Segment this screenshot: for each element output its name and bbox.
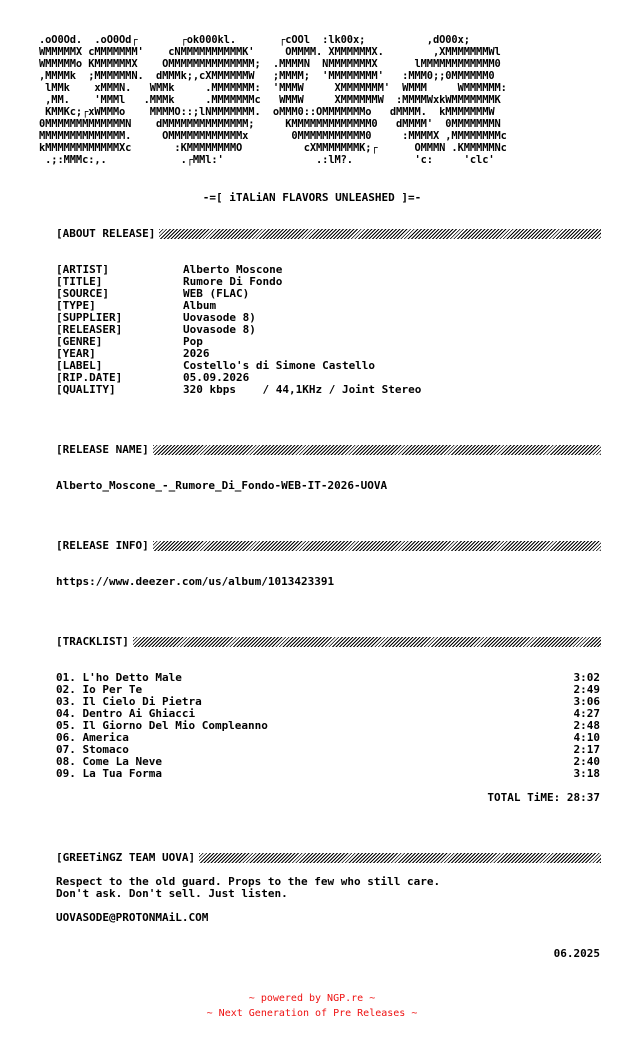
field-key: [RELEASER] bbox=[56, 323, 123, 336]
track-title: 03. Il Cielo Di Pietra bbox=[56, 695, 202, 708]
field-key: [GENRE] bbox=[56, 335, 103, 348]
track-title: 08. Come La Neve bbox=[56, 755, 162, 768]
track-title: 01. L'ho Detto Male bbox=[56, 671, 182, 684]
section-label: [RELEASE INFO] bbox=[56, 539, 149, 552]
field-key: [SOURCE] bbox=[56, 287, 109, 300]
release-info-link[interactable]: https://www.deezer.com/us/album/1013423391 bbox=[56, 575, 335, 588]
field-value: Uovasode 8) bbox=[183, 323, 256, 336]
field-value: 320 kbps / 44,1KHz / Joint Stereo bbox=[183, 383, 422, 396]
about-row-source bbox=[56, 288, 421, 300]
section-divider bbox=[159, 229, 601, 239]
field-value: Rumore Di Fondo bbox=[183, 275, 283, 288]
track-duration: 3:06 bbox=[573, 695, 600, 708]
about-row-releaser bbox=[56, 324, 421, 336]
field-key: [RIP.DATE] bbox=[56, 371, 123, 384]
release-date: 06.2025 bbox=[553, 947, 600, 960]
track-title: 09. La Tua Forma bbox=[56, 767, 162, 780]
section-header-release-name bbox=[56, 444, 601, 456]
tagline: -=[ iTALiAN FLAVORS UNLEASHED ]=- bbox=[202, 191, 422, 204]
field-value: Album bbox=[183, 299, 217, 312]
track-duration: 4:27 bbox=[573, 707, 600, 720]
field-key: [ARTIST] bbox=[56, 263, 109, 276]
track-duration: 2:17 bbox=[573, 743, 600, 756]
field-value: Pop bbox=[183, 335, 203, 348]
section-header-about bbox=[56, 228, 601, 240]
track-duration: 3:18 bbox=[573, 767, 600, 780]
track-duration: 3:02 bbox=[573, 671, 600, 684]
footer-powered-by[interactable]: ~ powered by NGP.re ~ bbox=[248, 993, 376, 1004]
about-row-genre bbox=[56, 336, 421, 348]
section-label: [GREETiNGZ TEAM UOVA] bbox=[56, 851, 196, 864]
greetings-line: Don't ask. Don't sell. Just listen. bbox=[56, 887, 288, 900]
ascii-logo: .oO0Od. .oO0Od┌ ┌ok000kl. ┌cOOl :lk00x; ,dO00x; WMMMMMX cMMMMMMM' cNMMMMMMMMMMK' OMMMM. XMMMMMMX. ,XMMMMMMMWl WMMMMMo KMMMMMMX OMMMMMMMMMMMMMM; .MMMMN NMMMMMMMX lMMMMMMMMMMMM0 ,MMMMk ;MMMMMMN. dMMMk;,cXMMMMMMW ;MMMM; 'MMMMMMMM' :MMM0;;0MMMMMM0 lMMk xMMMN. WMMk .MMMMMMM: 'MMMW XMMMMMMM' WMMM WMMMMMM: ,MM. 'MMMl .MMMk .MMMMMMMc WMMW XMMMMMMW :MMMMWxkWMMMMMMMK KMMKc;┌xWMMMo MMMMO::;lNMMMMMMM. oMMM0::OMMMMMMMo dMMMM. kMMMMMMMW 0MMMMMMMMMMMMMN dMMMMMMMMMMMMMM; KMMMMMMMMMMMMM0 dMMMM' 0MMMMMMMN MMMMMMMMMMMMMM. OMMMMMMMMMMMMx 0MMMMMMMMMMM0 :MMMMX ,MMMMMMMMc kMMMMMMMMMMMMXc :KMMMMMMMMO cXMMMMMMMK;┌ OMMMN .KMMMMMNc .;:MMMc:,. .┌MMl:' .:lM?. 'c: 'clc' bbox=[39, 34, 507, 166]
footer-tagline: ~ Next Generation of Pre Releases ~ bbox=[206, 1008, 418, 1019]
track-title: 05. Il Giorno Del Mio Compleanno bbox=[56, 719, 268, 732]
track-row bbox=[56, 732, 600, 744]
track-row bbox=[56, 768, 600, 780]
section-divider bbox=[153, 445, 601, 455]
field-key: [YEAR] bbox=[56, 347, 96, 360]
section-header-tracklist bbox=[56, 636, 601, 648]
field-value: 2026 bbox=[183, 347, 210, 360]
contact-email[interactable]: UOVASODE@PROTONMAiL.COM bbox=[56, 911, 209, 924]
section-divider bbox=[199, 853, 601, 863]
field-value: 05.09.2026 bbox=[183, 371, 250, 384]
field-value: Alberto Moscone bbox=[183, 263, 283, 276]
field-value: Uovasode 8) bbox=[183, 311, 256, 324]
track-title: 06. America bbox=[56, 731, 129, 744]
release-name-text: Alberto_Moscone_-_Rumore_Di_Fondo-WEB-IT-2026-UOVA bbox=[56, 479, 388, 492]
section-header-greetings bbox=[56, 852, 601, 864]
section-label: [RELEASE NAME] bbox=[56, 443, 149, 456]
section-header-release-info bbox=[56, 540, 601, 552]
track-duration: 4:10 bbox=[573, 731, 600, 744]
greetings-line: Respect to the old guard. Props to the few who still care. bbox=[56, 875, 441, 888]
section-divider bbox=[133, 637, 601, 647]
track-duration: 2:48 bbox=[573, 719, 600, 732]
track-title: 04. Dentro Ai Ghiacci bbox=[56, 707, 196, 720]
about-row-quality bbox=[56, 384, 421, 396]
section-label: [ABOUT RELEASE] bbox=[56, 227, 156, 240]
field-key: [TYPE] bbox=[56, 299, 96, 312]
about-release-list bbox=[56, 264, 421, 396]
section-label: [TRACKLIST] bbox=[56, 635, 129, 648]
total-time: TOTAL TiME: 28:37 bbox=[487, 791, 600, 804]
track-title: 07. Stomaco bbox=[56, 743, 129, 756]
tracklist bbox=[56, 672, 600, 780]
track-row bbox=[56, 720, 600, 732]
field-value: WEB (FLAC) bbox=[183, 287, 250, 300]
field-key: [TITLE] bbox=[56, 275, 103, 288]
track-duration: 2:49 bbox=[573, 683, 600, 696]
field-value: Costello's di Simone Castello bbox=[183, 359, 376, 372]
section-divider bbox=[153, 541, 601, 551]
track-duration: 2:40 bbox=[573, 755, 600, 768]
field-key: [LABEL] bbox=[56, 359, 103, 372]
field-key: [QUALITY] bbox=[56, 383, 116, 396]
track-title: 02. Io Per Te bbox=[56, 683, 143, 696]
field-key: [SUPPLIER] bbox=[56, 311, 123, 324]
